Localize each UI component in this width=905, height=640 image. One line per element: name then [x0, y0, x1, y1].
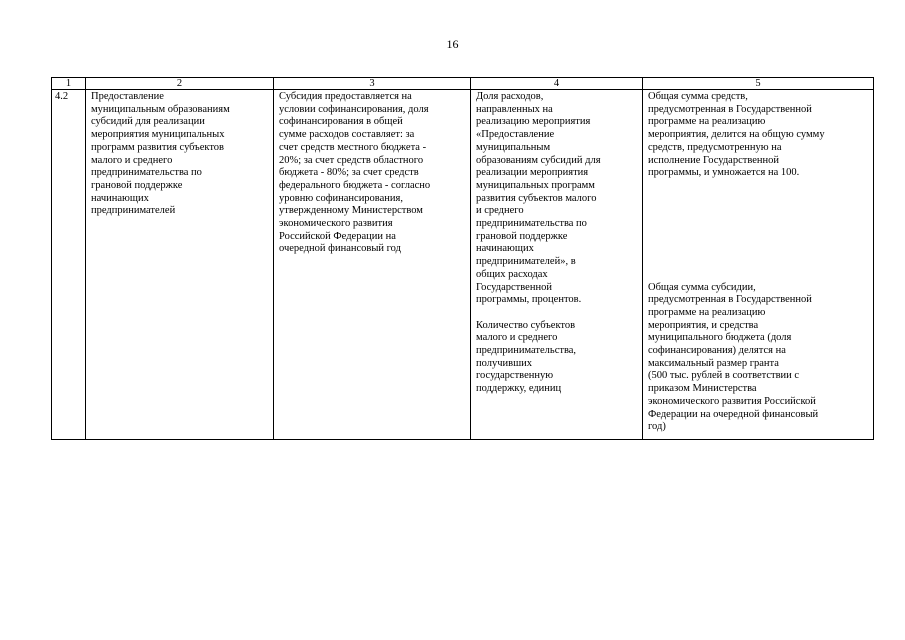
table-header-row	[52, 78, 874, 90]
column-header-3: 3	[274, 78, 471, 90]
indicator-recipients-count-text: Количество субъектов малого и среднего предпринимательства, получивших государственную поддержку, единиц	[476, 319, 577, 395]
paragraph-gap	[476, 307, 637, 320]
row-number: 4.2	[55, 91, 69, 102]
indicator-name-cell	[471, 90, 643, 440]
column-header-2: 2	[86, 78, 274, 90]
page-number: 16	[446, 37, 459, 51]
column-header-4: 4	[471, 78, 643, 90]
indicator-expense-share-text: Доля расходов, направленных на реализацию мероприятия «Предоставление муниципальным образованиям субсидий для реализации мероприятия муниципальных программ развития субъектов малого и среднего предпринимательства по грановой поддержке начинающих предпринимателей», в общих расходах Государственной программы, процентов.	[476, 91, 601, 306]
measure-name-text: Предоставление муниципальным образованиям субсидий для реализации мероприятия муниципальных программ развития субъектов малого и среднего предпринимательства по грановой поддержке начинающих предпринимателей	[91, 91, 230, 217]
calculation-expense-share-text: Общая сумма средств, предусмотренная в Государственной программе на реализацию мероприятия, делится на общую сумму средств, предусмотренную на исполнение Государственной программы, и умножается на 100.	[648, 91, 825, 179]
column-header-1: 1	[52, 78, 86, 90]
financing-conditions-cell	[274, 90, 471, 440]
calculation-recipients-count-text: Общая сумма субсидии, предусмотренная в Государственной программе на реализацию мероприятия, и средства муниципального бюджета (доля софинансирования) делятся на максимальный размер гранта (500 тыс. рублей в соответствии с приказом Министерства экономического развития Российской Федерации на очередной финансовый год)	[648, 281, 819, 433]
column-header-5: 5	[643, 78, 874, 90]
table-row	[52, 90, 874, 440]
paragraph-gap	[648, 180, 868, 282]
indicator-table	[51, 77, 874, 440]
calculation-method-cell	[643, 90, 874, 440]
row-number-cell	[52, 90, 86, 440]
financing-conditions-text: Субсидия предоставляется на условии софинансирования, доля софинансирования в общей сумме расходов составляет: за счет средств местного бюджета - 20%; за счет средств областного бюджета - 80%; за счет средств федерального бюджета - согласно уровню софинансирования, утвержденному Министерством экономического развития Российской Федерации на очередной финансовый год	[279, 91, 431, 255]
measure-name-cell	[86, 90, 274, 440]
